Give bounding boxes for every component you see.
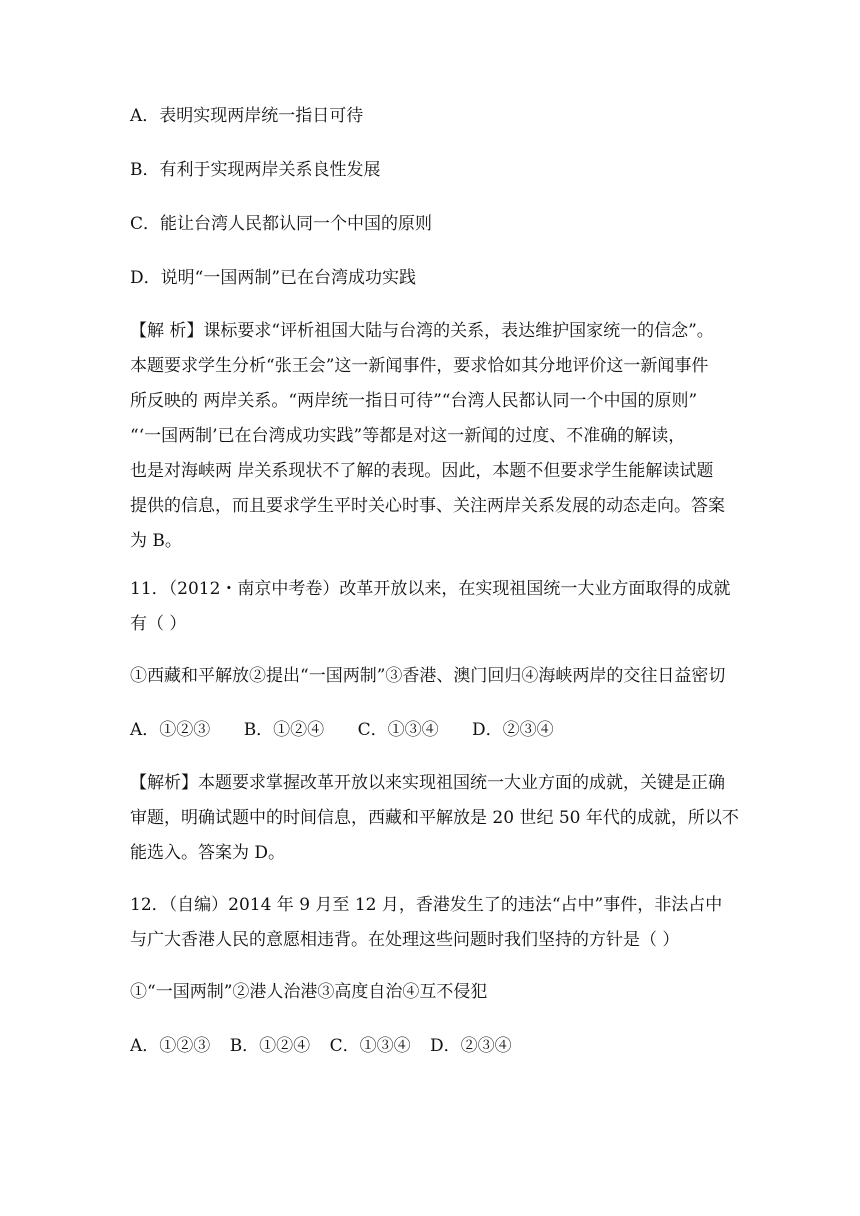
q12-stem [130, 888, 730, 958]
q11-analysis-line: 能选入。答案为 D。 [130, 843, 286, 863]
q11-analysis-line: 【解析】本题要求掌握改革开放以来实现祖国统一大业方面的成就，关键是正确 [130, 773, 725, 793]
q10-analysis-line: 本题要求学生分析“张王会”这一新闻事件，要求恰如其分地评价这一新闻事件 [130, 356, 709, 376]
q10-option-d: D．说明“一国两制”已在台湾成功实践 [130, 268, 417, 288]
q11-stem [130, 572, 730, 642]
q12-option-a: A．①②③ [130, 1036, 211, 1056]
q11-options [130, 719, 740, 741]
q11-option-b: B．①②④ [243, 720, 325, 740]
q12-option-b: B．①②④ [229, 1036, 311, 1056]
q10-analysis-line: 为 B。 [130, 531, 182, 551]
q10-analysis-line: 【解 析】课标要求“评析祖国大陆与台湾的关系，表达维护国家统一的信念”。 [130, 321, 714, 341]
q12-option-d: D．②③④ [430, 1036, 512, 1056]
q10-option-c: C．能让台湾人民都认同一个中国的原则 [130, 214, 433, 234]
q10-analysis-line: 也是对海峡两 岸关系现状不了解的表现。因此，本题不但要求学生能解读试题 [130, 461, 714, 481]
q11-option-a: A．①②③ [130, 720, 211, 740]
q11-analysis-line: 审题，明确试题中的时间信息，西藏和平解放是 20 世纪 50 年代的成就，所以不 [130, 808, 739, 828]
q10-analysis [130, 314, 730, 559]
q12-option-c: C．①③④ [329, 1036, 411, 1056]
q11-option-d: D．②③④ [472, 720, 554, 740]
q11-items: ①西藏和平解放②提出“一国两制”③香港、澳门回归④海峡两岸的交往日益密切 [130, 666, 726, 686]
q10-analysis-line: 提供的信息，而且要求学生平时关心时事、关注两岸关系发展的动态走向。答案 [130, 496, 725, 516]
q11-stem-line: 11．（2012・南京中考卷）改革开放以来，在实现祖国统一大业方面取得的成就 [130, 579, 731, 599]
q10-option-b: B．有利于实现两岸关系良性发展 [130, 160, 381, 180]
q10-analysis-line: 所反映的 两岸关系。“两岸统一指日可待”“台湾人民都认同一个中国的原则” [130, 391, 698, 411]
q11-option-c: C．①③④ [357, 720, 439, 740]
q11-stem-line: 有（ ） [130, 614, 187, 634]
q12-items: ①“一国两制”②港人治港③高度自治④互不侵犯 [130, 982, 488, 1002]
q10-option-a: A．表明实现两岸统一指日可待 [130, 106, 364, 126]
q10-analysis-line: “‘一国两制’已在台湾成功实践”等都是对这一新闻的过度、不准确的解读， [130, 426, 686, 446]
q12-options [130, 1035, 740, 1057]
q12-stem-line: 12．（自编）2014 年 9 月至 12 月，香港发生了的违法“占中”事件，非法占中 [130, 895, 723, 915]
q11-analysis [130, 766, 739, 871]
q12-stem-line: 与广大香港人民的意愿相违背。在处理这些问题时我们坚持的方针是（ ） [130, 930, 680, 950]
